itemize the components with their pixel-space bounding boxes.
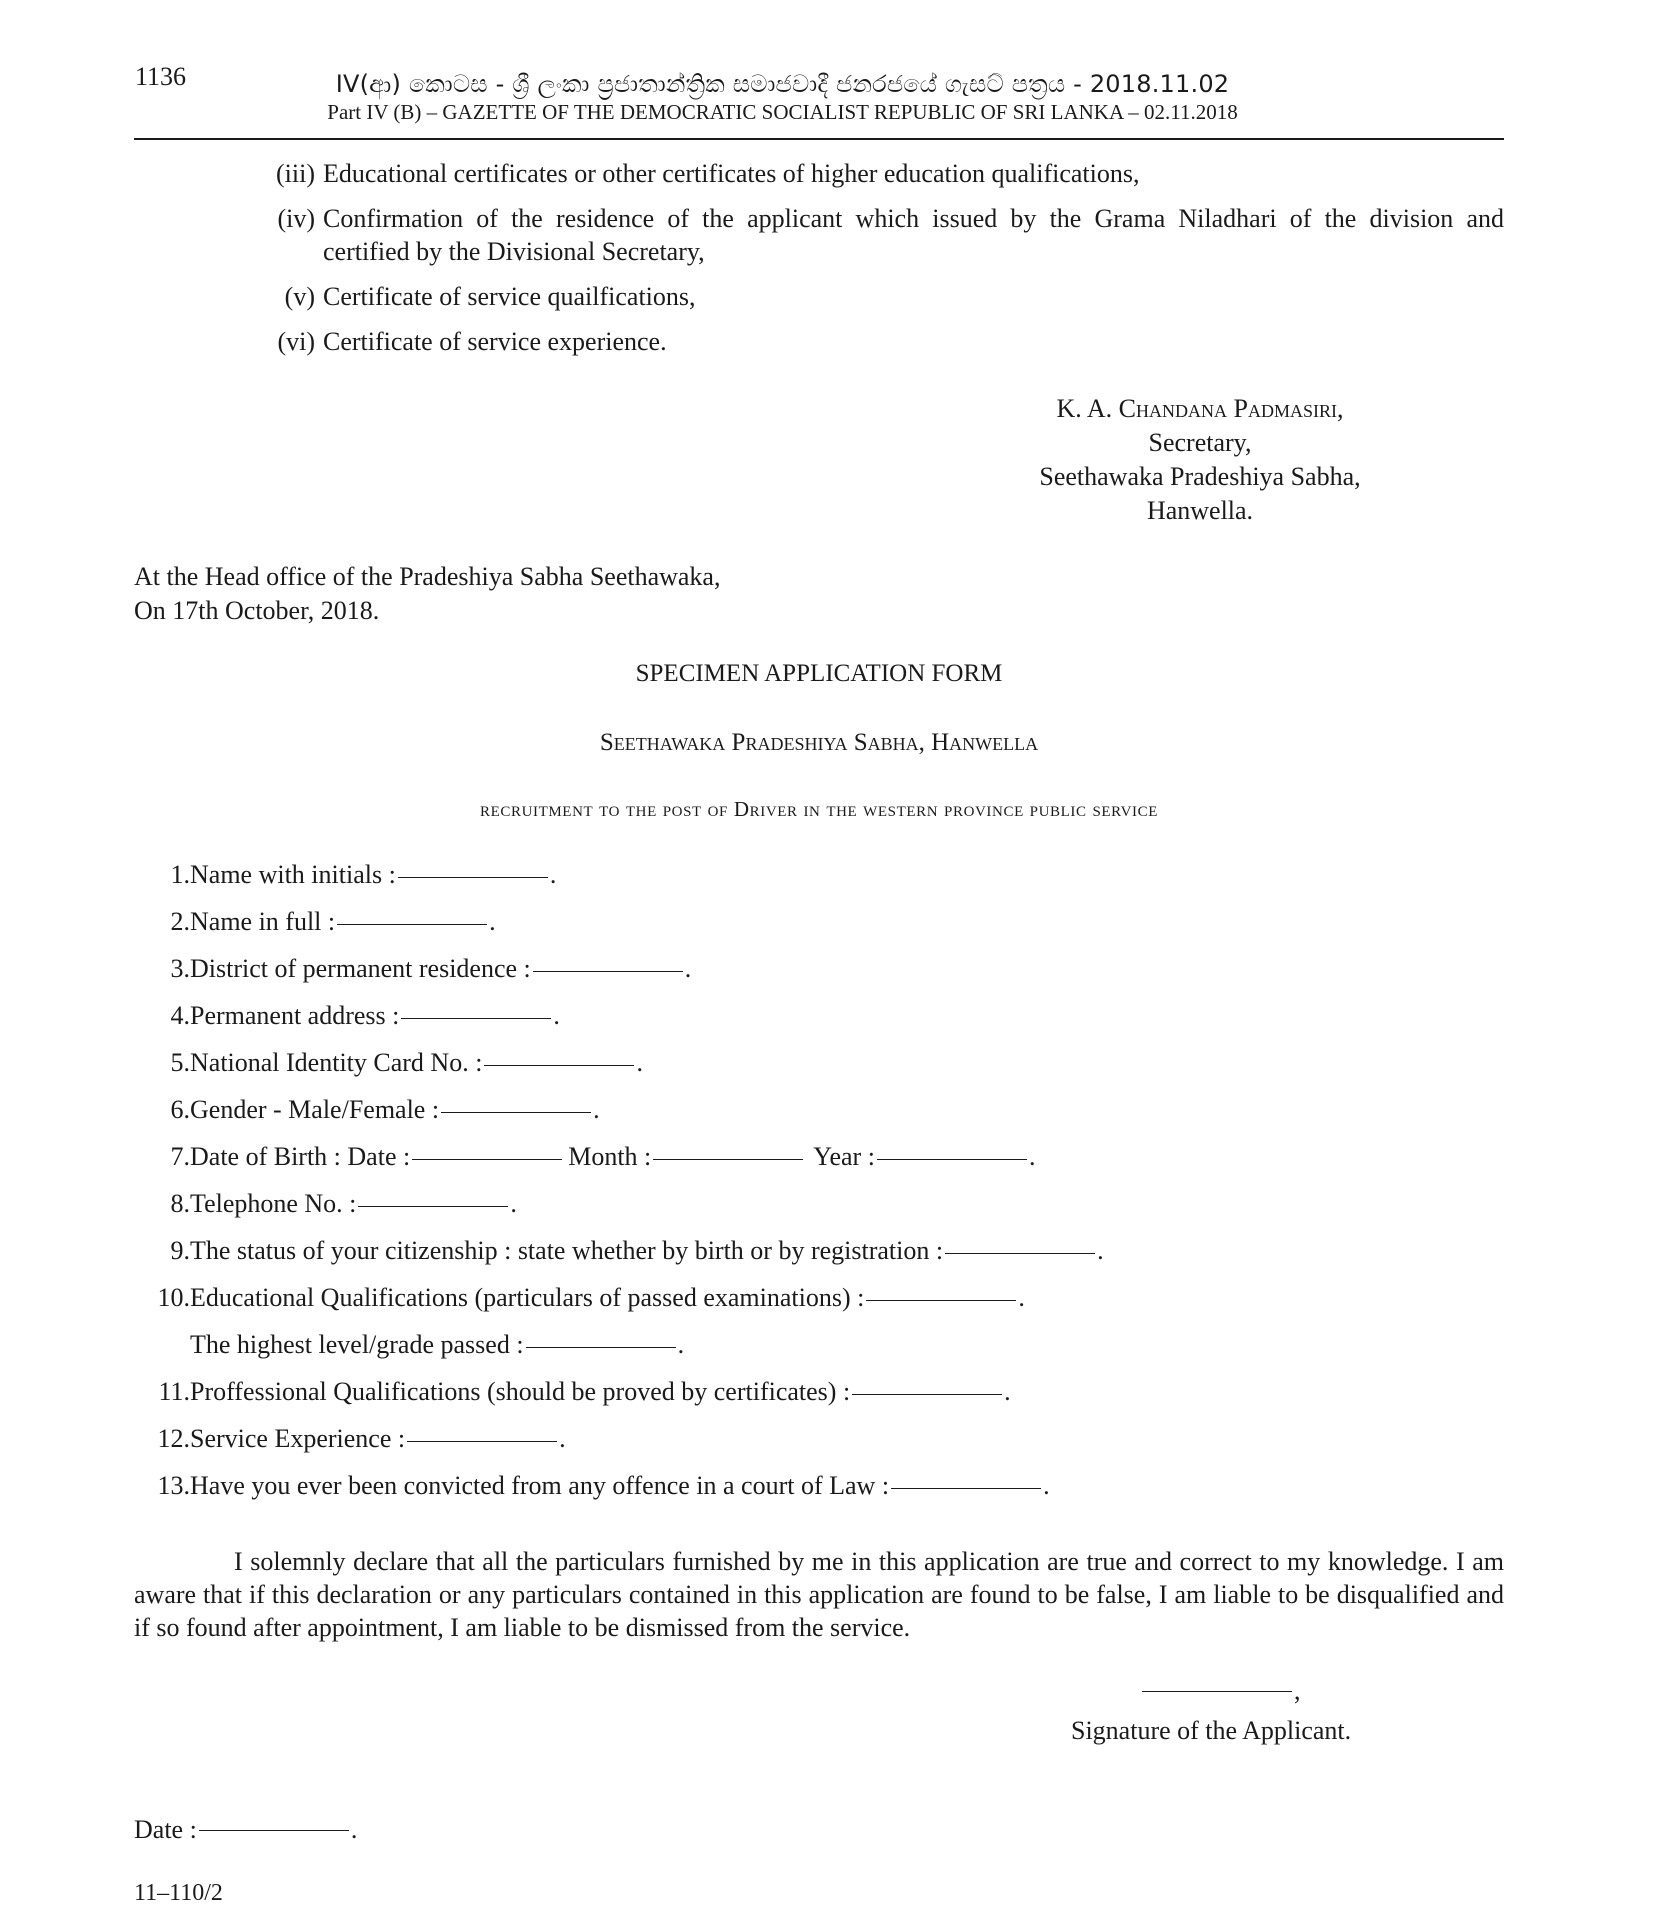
field-number: 12. bbox=[157, 1424, 190, 1453]
field-number: 2. bbox=[170, 907, 190, 936]
list-item-number: (v) bbox=[284, 282, 315, 311]
form-title: SPECIMEN APPLICATION FORM bbox=[635, 660, 1003, 687]
address-blank[interactable] bbox=[401, 1018, 551, 1019]
form-field-gender: 6.Gender - Male/Female : . bbox=[135, 1095, 600, 1125]
list-item-number: (vi) bbox=[277, 327, 315, 356]
declaration bbox=[134, 1545, 1504, 1644]
dob-year-blank[interactable] bbox=[877, 1159, 1027, 1160]
field-label: District of permanent residence : bbox=[190, 954, 531, 983]
form-subtitle: recruitment to the post of Driver in the western province public service bbox=[480, 797, 1158, 821]
list-item-number: (iv) bbox=[277, 204, 315, 233]
date-blank[interactable] bbox=[199, 1830, 349, 1831]
field-label-month: Month : bbox=[568, 1142, 652, 1171]
signatory-title: Secretary, bbox=[1148, 428, 1252, 457]
form-field-telephone: 8.Telephone No. : . bbox=[135, 1189, 517, 1219]
signature-line: , bbox=[1140, 1676, 1301, 1706]
field-number: 5. bbox=[170, 1048, 190, 1077]
field-number: 13. bbox=[157, 1471, 190, 1500]
form-field-citizenship: 9.The status of your citizenship : state whether by birth or by registration : . bbox=[135, 1236, 1104, 1266]
name-initials-blank[interactable] bbox=[398, 877, 548, 878]
highest-grade-blank[interactable] bbox=[526, 1347, 676, 1348]
form-field-dob: 7.Date of Birth : Date : Month : Year : . bbox=[135, 1142, 1035, 1172]
list-item-text: Confirmation of the residence of the applicant which issued by the Grama Niladhari of the division and bbox=[323, 204, 1504, 233]
signature-label: Signature of the Applicant. bbox=[1071, 1716, 1352, 1745]
field-label: National Identity Card No. : bbox=[190, 1048, 483, 1077]
education-blank[interactable] bbox=[866, 1300, 1016, 1301]
header-divider bbox=[134, 138, 1504, 140]
service-blank[interactable] bbox=[407, 1441, 557, 1442]
name-full-blank[interactable] bbox=[337, 924, 487, 925]
form-organization: Seethawaka Pradeshiya Sabha, Hanwella bbox=[599, 729, 1039, 756]
field-label: Name in full : bbox=[190, 907, 336, 936]
field-label: Name with initials : bbox=[190, 860, 396, 889]
place-date-block bbox=[134, 560, 720, 628]
form-field-address: 4.Permanent address : . bbox=[135, 1001, 560, 1031]
form-field-name-initials: 1.Name with initials : . bbox=[135, 860, 556, 890]
field-number: 1. bbox=[170, 860, 190, 889]
field-label: Telephone No. : bbox=[190, 1189, 357, 1218]
declaration-text: I solemnly declare that all the particulars furnished by me in this application are true and correct to my knowledge. I am aware that if this declaration or any particulars contained in this application are found to be false, I am liable to be disqualified and if so found after appointment, I am liable to be dismissed from the service. bbox=[134, 1547, 1504, 1642]
field-label-year: Year : bbox=[813, 1142, 875, 1171]
field-number: 10. bbox=[157, 1283, 190, 1312]
telephone-blank[interactable] bbox=[358, 1206, 508, 1207]
citizenship-blank[interactable] bbox=[945, 1253, 1095, 1254]
field-number: 9. bbox=[170, 1236, 190, 1265]
signatory-block bbox=[980, 392, 1420, 528]
header-title-sinhala: IV(ආ) කොටස - ශ්‍රී ලංකා ප්‍රජාතාන්ත්‍රික සමාජවාදී ජනරජයේ ගැසට් පත්‍රය - 2018.11.02 bbox=[335, 70, 1230, 98]
list-item-number: (iii) bbox=[276, 159, 315, 188]
date-line: On 17th October, 2018. bbox=[134, 596, 380, 625]
signature-blank[interactable] bbox=[1142, 1691, 1292, 1692]
form-field-name-full: 2.Name in full : . bbox=[135, 907, 496, 937]
district-blank[interactable] bbox=[533, 971, 683, 972]
field-number: 7. bbox=[170, 1142, 190, 1171]
list-item-text: Certificate of service quailfications, bbox=[323, 282, 696, 311]
page-number: 1136 bbox=[135, 62, 187, 91]
list-item-text-continued: certified by the Divisional Secretary, bbox=[323, 237, 705, 266]
place-line: At the Head office of the Pradeshiya Sabha Seethawaka, bbox=[134, 562, 721, 591]
dob-date-blank[interactable] bbox=[412, 1159, 562, 1160]
form-field-highest-grade: The highest level/grade passed : . bbox=[190, 1330, 685, 1359]
signatory-organization: Seethawaka Pradeshiya Sabha, bbox=[1039, 462, 1361, 491]
field-number: 4. bbox=[170, 1001, 190, 1030]
field-label: Have you ever been convicted from any offence in a court of Law : bbox=[190, 1471, 890, 1500]
field-label: Service Experience : bbox=[190, 1424, 406, 1453]
dob-month-blank[interactable] bbox=[653, 1159, 803, 1160]
professional-blank[interactable] bbox=[852, 1394, 1002, 1395]
conviction-blank[interactable] bbox=[891, 1488, 1041, 1489]
date-label: Date : bbox=[134, 1815, 197, 1844]
field-number: 8. bbox=[170, 1189, 190, 1218]
form-field-service: 12.Service Experience : . bbox=[135, 1424, 566, 1454]
field-label: Permanent address : bbox=[190, 1001, 400, 1030]
field-label: The highest level/grade passed : bbox=[190, 1330, 524, 1359]
field-label: The status of your citizenship : state whether by birth or by registration : bbox=[190, 1236, 944, 1265]
form-field-professional: 11.Proffessional Qualifications (should be proved by certificates) : . bbox=[135, 1377, 1011, 1407]
form-field-nic: 5.National Identity Card No. : . bbox=[135, 1048, 643, 1078]
field-number: 6. bbox=[170, 1095, 190, 1124]
signatory-name: K. A. Chandana Padmasiri, bbox=[1056, 394, 1344, 423]
form-field-conviction: 13.Have you ever been convicted from any offence in a court of Law : . bbox=[135, 1471, 1050, 1501]
date-field: Date : . bbox=[134, 1815, 358, 1844]
header-title-english: Part IV (B) – GAZETTE OF THE DEMOCRATIC SOCIALIST REPUBLIC OF SRI LANKA – 02.11.2018 bbox=[327, 100, 1238, 124]
field-label: Educational Qualifications (particulars of passed examinations) : bbox=[190, 1283, 865, 1312]
nic-blank[interactable] bbox=[484, 1065, 634, 1066]
gender-blank[interactable] bbox=[441, 1112, 591, 1113]
field-number: 11. bbox=[158, 1377, 190, 1406]
field-label: Proffessional Qualifications (should be proved by certificates) : bbox=[190, 1377, 851, 1406]
list-item-text: Educational certificates or other certificates of higher education qualifications, bbox=[323, 159, 1140, 188]
form-field-education: 10.Educational Qualifications (particulars of passed examinations) : . bbox=[135, 1283, 1025, 1313]
form-field-district: 3.District of permanent residence : . bbox=[135, 954, 691, 984]
field-label: Date of Birth : Date : bbox=[190, 1142, 411, 1171]
list-item-text: Certificate of service experience. bbox=[323, 327, 667, 356]
field-label: Gender - Male/Female : bbox=[190, 1095, 440, 1124]
signatory-location: Hanwella. bbox=[1146, 496, 1254, 525]
reference-code: 11–110/2 bbox=[134, 1880, 223, 1906]
field-number: 3. bbox=[170, 954, 190, 983]
